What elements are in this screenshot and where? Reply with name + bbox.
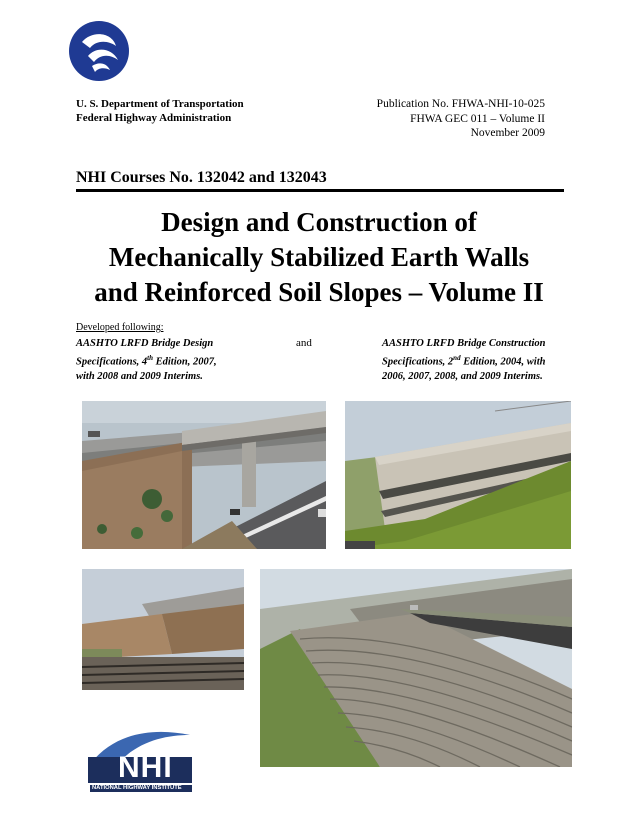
agency-subname: Federal Highway Administration	[76, 112, 232, 124]
title-line-2: Mechanically Stabilized Earth Walls	[108, 242, 530, 272]
agency-name: U. S. Department of Transportation	[76, 98, 244, 110]
agency-block	[76, 97, 244, 125]
course-divider	[76, 189, 564, 192]
document-title	[60, 205, 578, 310]
photo-reinforced-slope	[260, 569, 572, 767]
and-connector: and	[296, 337, 312, 349]
spec-construction-line-3: 2006, 2007, 2008, and 2009 Interims.	[382, 370, 543, 382]
nhi-logo-text	[82, 727, 194, 793]
photo-rail-bridge-wall	[82, 569, 244, 690]
developed-following-label: Developed following:	[76, 322, 164, 333]
dot-logo-icon	[68, 20, 130, 82]
spec-construction-line-2: Specifications, 2nd Edition, 2004, with	[382, 354, 546, 368]
spec-design-line-1: AASHTO LRFD Bridge Design	[76, 338, 214, 349]
nhi-caption: NATIONAL HIGHWAY INSTITUTE	[92, 785, 182, 791]
spec-design	[76, 337, 261, 384]
spec-design-line-2: Specifications, 4th Edition, 2007,	[76, 354, 217, 368]
title-line-1: Design and Construction of	[161, 207, 477, 237]
title-line-3: and Reinforced Soil Slopes – Volume II	[94, 277, 544, 307]
publication-number: Publication No. FHWA-NHI-10-025	[376, 98, 545, 110]
nhi-letters: NHI	[118, 751, 173, 784]
photo-overpass-mse-wall	[82, 401, 326, 549]
photo-tiered-wall	[345, 401, 571, 549]
course-numbers: NHI Courses No. 132042 and 132043	[76, 169, 327, 186]
gec-number: FHWA GEC 011 – Volume II	[410, 112, 545, 125]
spec-construction	[382, 337, 582, 384]
spec-design-line-3: with 2008 and 2009 Interims.	[76, 370, 203, 382]
publication-info	[330, 97, 545, 141]
publication-date: November 2009	[470, 127, 545, 139]
spec-construction-line-1: AASHTO LRFD Bridge Construction	[382, 338, 546, 349]
